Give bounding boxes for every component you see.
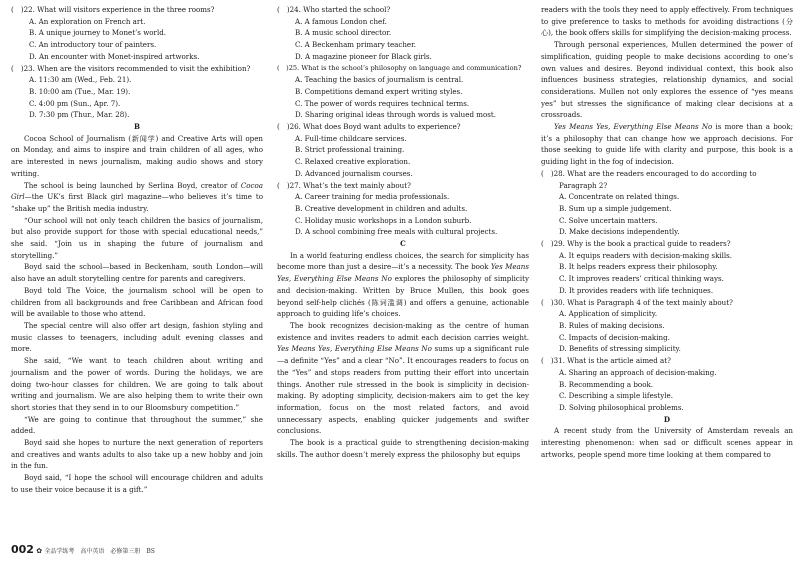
q25-option-d: D. Sharing original ideas through words is valued most. [295, 110, 496, 120]
question-28-continued: Paragraph 2? [559, 180, 608, 190]
q23-option-a: A. 11:30 am (Wed., Feb. 21). [29, 75, 132, 85]
q27-option-c: C. Holiday music workshops in a London suburb. [295, 215, 472, 225]
column-1 [11, 4, 263, 496]
passage-d-paragraph: A recent study from the University of Amsterdam reveals an interesting phenomenon: when sad or difficult scenes appear in artworks, people spend more time looking at them compared to [541, 426, 793, 459]
section-c-heading: C [400, 239, 406, 249]
q22-option-d: D. An encounter with Monet-inspired artworks. [29, 51, 200, 61]
question-28 [541, 168, 793, 191]
q31-option-d: D. Solving philosophical problems. [559, 402, 684, 412]
passage-b-paragraph: The school is being launched by Serlina Boyd, creator of Cocoa Girl—the UK’s first Black girl magazine—who believes it’s time to “shake up” the British media industry. [11, 180, 263, 213]
q28-option-d: D. Make decisions independently. [559, 227, 680, 237]
section-b-heading: B [134, 122, 140, 132]
q29-option-b: B. It helps readers express their philosophy. [559, 262, 718, 272]
q27-option-d: D. A school combining free meals with cultural projects. [295, 227, 498, 237]
passage-c-paragraph: Through personal experiences, Mullen determined the power of simplification, guiding people to make decisions according to one’s own values and desires. Beyond individual context, this book also influences business strategies, relationship dynamics, and social considerations. Mullen not only explores the essence of “yes means yes” but stresses the significance of making clear decisions at a crossroads. [541, 40, 793, 120]
q25-option-c: C. The power of words requires technical terms. [295, 98, 470, 108]
q24-option-a: A. A famous London chef. [295, 16, 387, 26]
q30-option-a: A. Application of simplicity. [559, 309, 658, 319]
question-29: ( )29. Why is the book a practical guide to readers? [541, 239, 731, 249]
passage-b-paragraph: “We are going to continue that throughout the summer,” she added. [11, 414, 263, 436]
q30-option-b: B. Rules of making decisions. [559, 320, 665, 330]
passage-b-paragraph: She said, “We want to teach children about writing and journalism and the power of words. During the holidays, we are doing two-hour classes for children. We are going to talk about writing and journalism. We are also helping them to write their own short stories that they send in to our Bloomsbury competition.” [11, 356, 263, 412]
q28-option-c: C. Solve uncertain matters. [559, 215, 658, 225]
q22-option-c: C. An introductory tour of painters. [29, 40, 157, 50]
question-24: ( )24. Who started the school? [277, 5, 391, 14]
question-23: ( )23. When are the visitors recommended to visit the exhibition? [11, 63, 251, 73]
q24-option-b: B. A music school director. [295, 28, 392, 38]
q26-option-a: A. Full-time childcare services. [295, 133, 407, 143]
q26-option-c: C. Relaxed creative exploration. [295, 157, 411, 167]
q28-option-a: A. Concentrate on related things. [559, 192, 680, 202]
q27-option-a: A. Career training for media professionals. [295, 192, 450, 202]
question-27: ( )27. What’s the text mainly about? [277, 180, 411, 190]
passage-b-paragraph: Boyd said she hopes to nurture the next generation of reporters and creatives and wants adults to also take up a new hobby and join in the fun. [11, 438, 263, 471]
passage-c-paragraph: Yes Means Yes, Everything Else Means No is more than a book; it’s a philosophy that can change how we approach decisions. For those seeking to guide life with clarity and purpose, this book is a guiding light in the fog of indecision. [541, 122, 793, 167]
question-31: ( )31. What is the article aimed at? [541, 356, 671, 366]
q30-option-d: D. Benefits of stressing simplicity. [559, 344, 681, 354]
passage-b-paragraph: Boyd said the school—based in Beckenham, south London—will also have an adult storytelling centre for parents and caregivers. [11, 262, 263, 284]
book-title: 全品学练考 高中英语 必修第三册 BS [44, 548, 155, 555]
q22-option-a: A. An exploration on French art. [29, 16, 146, 26]
column-2 [277, 4, 529, 460]
question-22: ( )22. What will visitors experience in the three rooms? [11, 5, 215, 14]
q23-option-b: B. 10:00 am (Tue., Mar. 19). [29, 86, 131, 96]
q29-option-c: C. It improves readers’ critical thinking ways. [559, 274, 724, 284]
passage-c-paragraph: The book is a practical guide to strengthening decision-making skills. The author doesn’t merely express the philosophy but equips [277, 438, 529, 459]
question-28-text: ( )28. What are the readers encouraged to do according to [541, 168, 757, 178]
q31-option-a: A. Sharing an approach of decision-making. [559, 367, 717, 377]
q29-option-a: A. It equips readers with decision-making skills. [559, 250, 733, 260]
q24-option-c: C. A Beckenham primary teacher. [295, 40, 416, 50]
q30-option-c: C. Impacts of decision-making. [559, 332, 670, 342]
page-footer [11, 543, 155, 556]
q24-option-d: D. A magazine pioneer for Black girls. [295, 51, 432, 61]
q25-option-b: B. Competitions demand expert writing styles. [295, 86, 463, 96]
question-25: ( )25. What is the school’s philosophy on language and communication? [277, 63, 522, 72]
column-3 [541, 4, 793, 460]
question-26: ( )26. What does Boyd want adults to experience? [277, 122, 461, 132]
passage-b-paragraph: The special centre will also offer art design, fashion styling and music classes to teenagers, including adult evening classes and more. [11, 320, 263, 354]
q26-option-b: B. Strict professional training. [295, 145, 405, 155]
flower-icon: ✿ [36, 547, 43, 555]
passage-b-paragraph: Boyd told The Voice, the journalism school will be open to children from all backgrounds and free Caribbean and African food will be available to those who attend. [11, 285, 263, 319]
q26-option-d: D. Advanced journalism courses. [295, 168, 413, 178]
q28-option-b: B. Sum up a simple judgement. [559, 203, 672, 213]
question-30: ( )30. What is Paragraph 4 of the text mainly about? [541, 297, 733, 307]
q29-option-d: D. It provides readers with life techniques. [559, 285, 714, 295]
q31-option-c: C. Describing a simple lifestyle. [559, 391, 673, 401]
q22-option-b: B. A unique journey to Monet’s world. [29, 28, 167, 38]
passage-b-paragraph: Boyd said, “I hope the school will encourage children and adults to use their voice because it is a gift.” [11, 473, 263, 494]
q25-option-a: A. Teaching the basics of journalism is central. [295, 75, 464, 85]
passage-c-paragraph: readers with the tools they need to apply effectively. From techniques to give preference to tasks to methods for avoiding distractions (分心), the book offers skills for simplifying the decision-making process. [541, 5, 793, 38]
q27-option-b: B. Creative development in children and adults. [295, 203, 468, 213]
section-d-heading: D [663, 414, 671, 424]
passage-c-paragraph: The book recognizes decision-making as the centre of human existence and invites readers to admit each decision carries weight. Yes Means Yes, Everything Else Means No sums up a significant rule—a definite “Yes” and a clear “No”. It encourages readers to focus on the “Yes” and stops readers from putting their effort into uncertain things. Another rule stressed in the book is simplicity in decision-making. By adopting simplicity, decision-makers aim to get the key information, focus on the most related factors, and avoid unnecessary aspects, enabling quicker judgements and swifter conclusions. [277, 320, 529, 436]
page-number: 002 [11, 543, 34, 556]
passage-b-paragraph: Cocoa School of Journalism (新闻学) and Creative Arts will open on Monday, and aims to inspire and train children of all ages, who are interested in news journalism, making audio shows and story writing. [11, 133, 263, 178]
q31-option-b: B. Recommending a book. [559, 379, 654, 389]
q23-option-c: C. 4:00 pm (Sun., Apr. 7). [29, 98, 121, 108]
passage-b-paragraph: “Our school will not only teach children the basics of journalism, but also provide support for those with special educational needs,” she said. “Join us in shaping the future of journalism and storytelling.” [11, 215, 263, 260]
q23-option-d: D. 7:30 pm (Thur., Mar. 28). [29, 110, 130, 120]
passage-c-paragraph: In a world featuring endless choices, the search for simplicity has become more than just a desire—it’s a necessity. The book Yes Means Yes, Everything Else Means No explores the philosophy of simplicity and decision-making. Written by Bruce Mullen, this book goes beyond self-help clichés (陈词滥调) and offers a genuine, actionable approach to guiding life’s choices. [277, 250, 529, 319]
